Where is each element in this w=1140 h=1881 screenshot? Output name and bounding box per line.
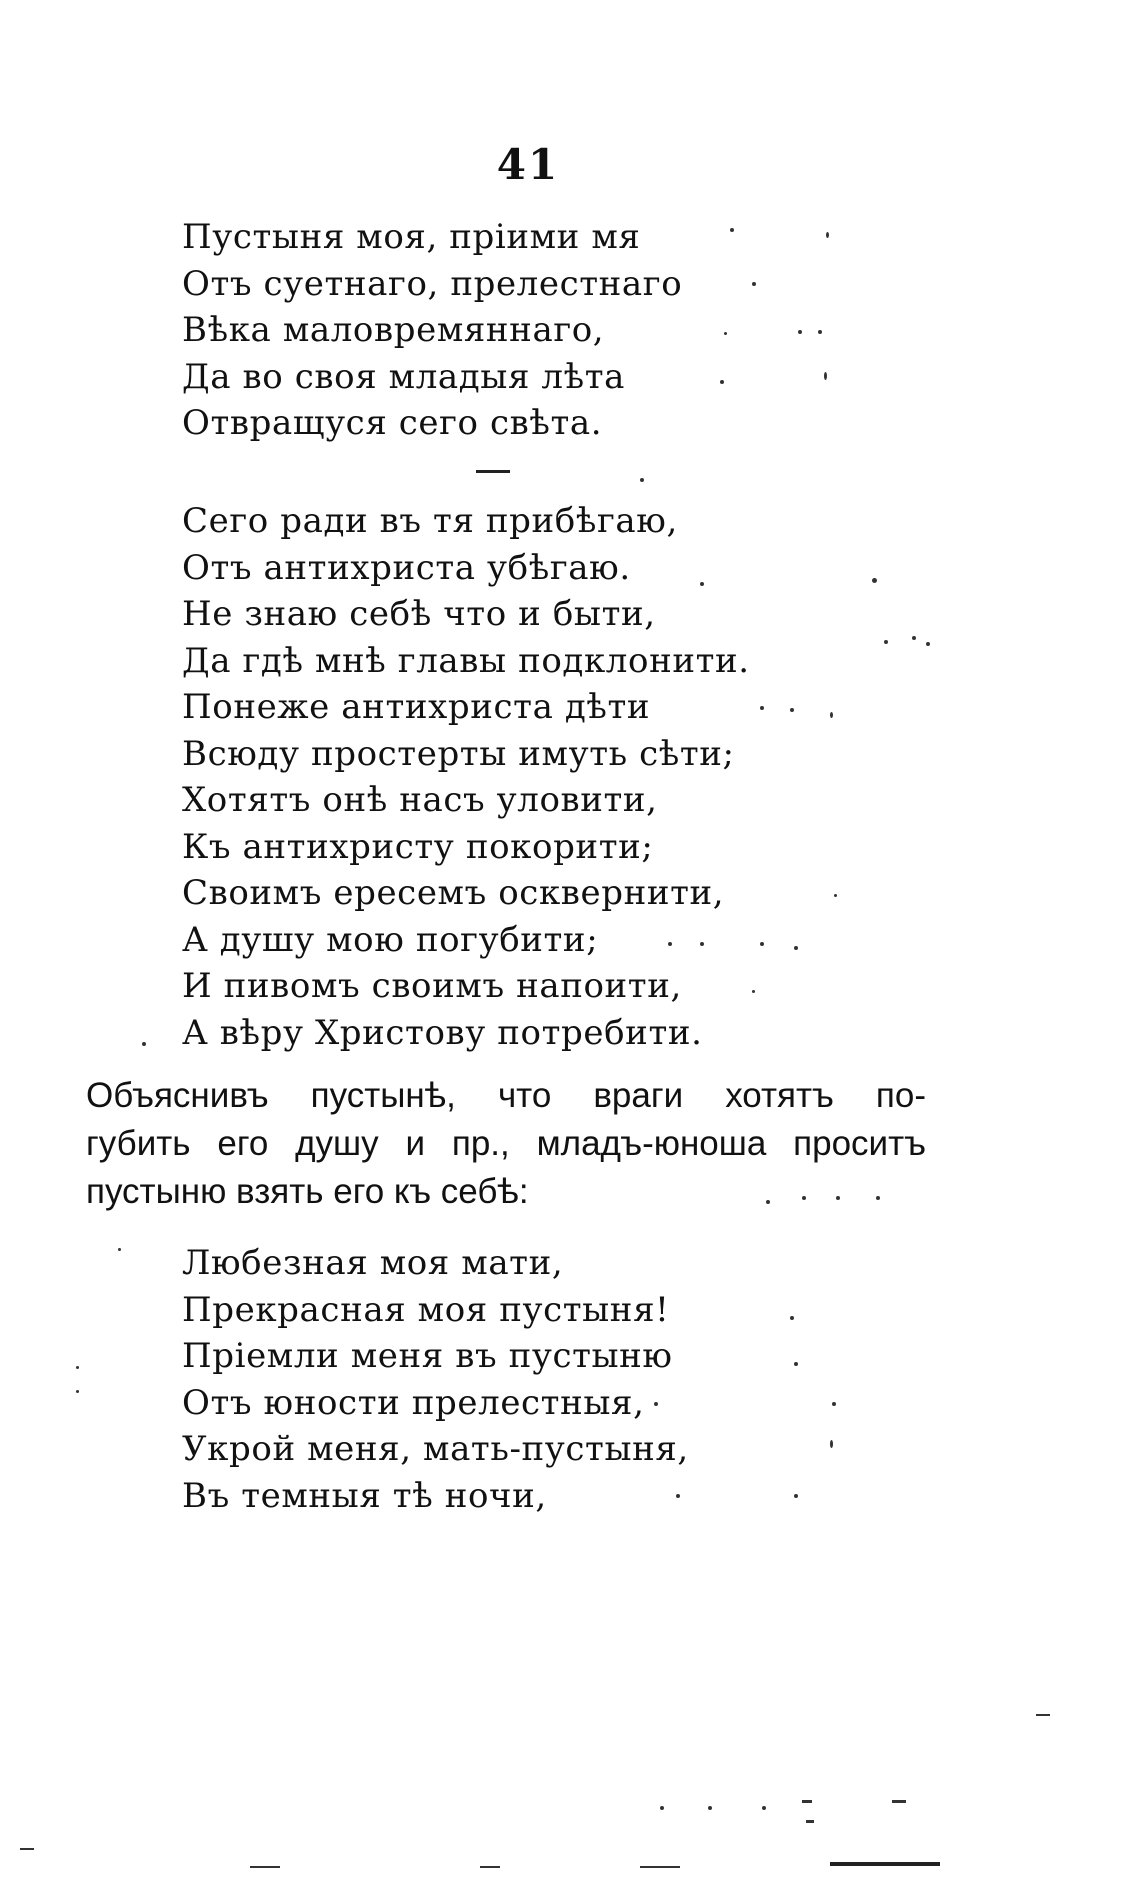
scan-speck xyxy=(802,1196,806,1200)
scan-speck xyxy=(20,1848,34,1850)
stanza-3 xyxy=(182,1240,689,1519)
verse-line: Да гдѣ мнѣ главы подклонити. xyxy=(182,640,750,681)
scan-speck xyxy=(912,636,916,640)
verse-line: Отъ антихриста убѣгаю. xyxy=(182,547,631,588)
scan-speck xyxy=(834,894,837,897)
scan-speck xyxy=(836,1196,840,1200)
scan-speck xyxy=(872,578,877,583)
scan-speck xyxy=(640,1866,680,1868)
scan-speck xyxy=(676,1494,680,1498)
scan-speck xyxy=(760,942,764,946)
verse-line: И пивомъ своимъ напоити, xyxy=(182,966,682,1006)
verse-line: Всюду простерты имуть сѣти; xyxy=(182,733,735,774)
verse-line: Укрой меня, мать-пустыня, xyxy=(182,1429,689,1469)
scan-speck xyxy=(798,330,802,334)
scan-speck xyxy=(824,372,827,380)
scan-speck xyxy=(832,1402,836,1406)
scan-speck xyxy=(480,1866,500,1868)
prose-paragraph xyxy=(86,1072,926,1216)
scan-speck xyxy=(766,1200,770,1204)
scan-speck xyxy=(806,1820,814,1823)
scan-speck xyxy=(1036,1714,1050,1716)
verse-line: А вѣру Христову потребити. xyxy=(182,1012,703,1053)
stanza-1 xyxy=(182,214,682,447)
scan-speck xyxy=(668,942,672,946)
verse-line: Хотятъ онѣ насъ уловити, xyxy=(182,780,658,820)
scan-speck xyxy=(720,380,724,384)
verse-line: Вѣка маловремяннаго, xyxy=(182,310,605,350)
scan-speck xyxy=(892,1800,906,1803)
verse-line: Любезная моя мати, xyxy=(182,1243,564,1283)
bottom-rule xyxy=(830,1862,940,1866)
verse-line: Не знаю себѣ что и быти, xyxy=(182,594,656,634)
scan-speck xyxy=(802,1800,812,1803)
scan-speck xyxy=(752,282,756,286)
prose-line: Объяснивъ пустынѣ, что враги хотятъ по- xyxy=(86,1076,926,1115)
scan-speck xyxy=(660,1806,664,1810)
verse-line: Отъ суетнаго, прелестнаго xyxy=(182,263,683,304)
verse-line: Своимъ ересемъ осквернити, xyxy=(182,873,725,913)
verse-line: Пріемли меня въ пустыню xyxy=(182,1336,673,1376)
scan-speck xyxy=(876,1196,880,1200)
scan-speck xyxy=(654,1402,658,1406)
scan-speck xyxy=(76,1390,79,1393)
scan-speck xyxy=(640,478,644,482)
scan-speck xyxy=(760,706,764,710)
scan-speck xyxy=(724,332,727,335)
verse-line: А душу мою погубити; xyxy=(182,919,599,960)
verse-line: Прекрасная моя пустыня! xyxy=(182,1289,670,1330)
verse-line: Къ антихристу покорити; xyxy=(182,826,654,867)
stanza-2 xyxy=(182,498,750,1056)
scan-speck xyxy=(884,640,888,644)
scan-speck xyxy=(76,1366,79,1369)
scan-speck xyxy=(794,946,798,950)
verse-line: Понеже антихриста дѣти xyxy=(182,687,651,727)
scan-speck xyxy=(794,1494,798,1498)
verse-line: Да во своя младыя лѣта xyxy=(182,356,625,397)
scan-speck xyxy=(794,1362,798,1366)
section-divider xyxy=(476,470,510,473)
scan-speck xyxy=(708,1806,712,1810)
scan-speck xyxy=(752,990,755,993)
scan-speck xyxy=(826,232,829,238)
prose-line: губить его душу и пр., младъ-юноша проситъ xyxy=(86,1124,926,1163)
scan-speck xyxy=(700,582,704,586)
page-number: 41 xyxy=(496,140,560,189)
scan-speck xyxy=(700,942,704,946)
scan-speck xyxy=(118,1248,121,1251)
scan-speck xyxy=(830,1440,833,1448)
scan-speck xyxy=(790,708,794,712)
verse-line: Сего ради въ тя прибѣгаю, xyxy=(182,501,678,541)
verse-line: Отвращуся сего свѣта. xyxy=(182,403,603,443)
scan-speck xyxy=(250,1866,280,1868)
scan-speck xyxy=(830,712,833,718)
prose-line: пустыню взять его къ себѣ: xyxy=(86,1172,529,1211)
verse-line: Въ темныя тѣ ночи, xyxy=(182,1475,547,1516)
scan-speck xyxy=(142,1042,146,1046)
scan-speck xyxy=(730,228,734,232)
scan-speck xyxy=(762,1806,766,1810)
scan-speck xyxy=(790,1316,794,1320)
scan-speck xyxy=(818,330,822,334)
scan-speck xyxy=(926,642,930,646)
verse-line: Отъ юности прелестныя, xyxy=(182,1382,645,1423)
verse-line: Пустыня моя, пріими мя xyxy=(182,217,641,257)
